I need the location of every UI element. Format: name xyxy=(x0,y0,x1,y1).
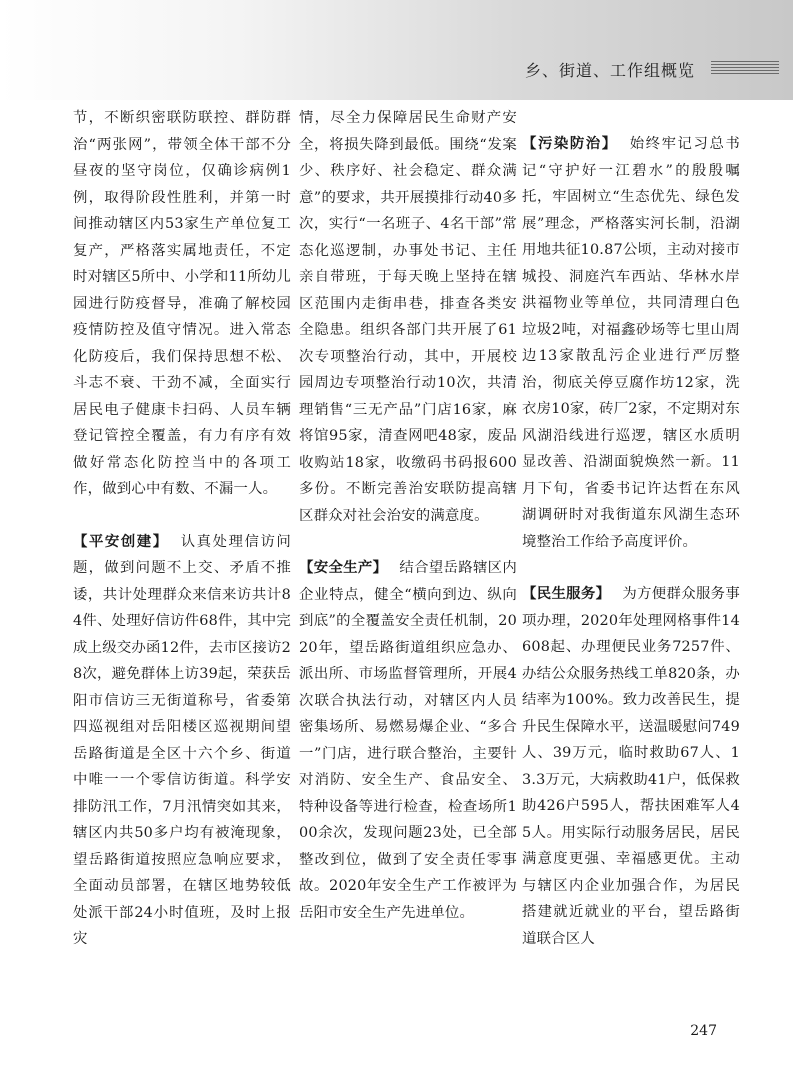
paragraph: 节，不断织密联防联控、群防群治“两张网”，带领全体干部不分昼夜的坚守岗位，仅确诊病例1例，取得阶段性胜利，并第一时间推动辖区内53家生产单位复工复产，严格落实属地责任，不定时对辖区5所中、小学和11所幼儿园进行防疫督导，准确了解校园疫情防控及值守情况。进入常态化防疫后，我们保持思想不松、斗志不衰、干劲不减，全面实行居民电子健康卡扫码、人员车辆登记管控全覆盖，有力有序有效做好常态化防控当中的各项工作，做到心中有数、不漏一人。 xyxy=(73,110,291,497)
text-column-1 xyxy=(73,105,291,953)
paragraph xyxy=(73,529,291,953)
text-column-3 xyxy=(522,131,740,952)
paragraph-text: 始终牢记习总书记“守护好一江碧水”的殷殷嘱托，牢固树立“生态优先、绿色发展”理念，严格落实河长制，沿湖用地共征10.87公顷，主动对接市城投、洞庭汽车西站、华林水岸洪福物业等单位，共同清理白色垃圾2吨，对福鑫砂场等七里山周边13家散乱污企业进行严厉整治，彻底关停豆腐作坊12家，洗衣房10家，砖厂2家，不定期对东风湖沿线进行巡逻，辖区水质明显改善、沿湖面貌焕然一新。11月下旬，省委书记许达哲在东风湖调研时对我街道东风湖生态环境整治工作给予高度评价。 xyxy=(522,136,740,550)
section-title: 乡、街道、工作组概览 xyxy=(524,61,695,80)
page-number: 247 xyxy=(690,1023,717,1039)
paragraph-text: 认真处理信访问题，做到问题不上交、矛盾不推诿，共计处理群众来信来访共计84件、处理好信访件68件，其中完成上级交办函12件，去市区接访28次，避免群体上访39起，荣获岳阳市信访三无街道称号，省委第四巡视组对岳阳楼区巡视期间望岳路街道是全区十六个乡、街道中唯一一个零信访街道。科学安排防汛工作，7月汛情突如其来，辖区内共50多户均有被淹现象，望岳路街道按照应急响应要求，全面动员部署，在辖区地势较低处派干部24小时值班，及时上报灾 xyxy=(73,533,291,947)
section-heading: 【民生服务】 xyxy=(522,586,611,602)
page-header xyxy=(0,0,793,100)
header-stripes-decoration xyxy=(711,61,779,75)
paragraph xyxy=(522,581,740,952)
section-heading: 【平安创建】 xyxy=(73,533,169,550)
header-gradient-band xyxy=(0,0,793,100)
section-heading: 【污染防治】 xyxy=(522,136,618,152)
paragraph-text: 结合望岳路辖区内企业特点，健全“横向到边、纵向到底”的全覆盖安全责任机制，2020年，望岳路街道组织应急办、派出所、市场监督管理所，开展4次联合执法行动，对辖区内人员密集场所、易燃易爆企业、“多合一”门店，进行联合整治，主要针对消防、安全生产、食品安全、特种设备等进行检查，检查场所100余次，发现问题23处，已全部整改到位，做到了安全责任零事故。2020年安全生产工作被评为岳阳市安全生产先进单位。 xyxy=(299,560,517,921)
section-heading: 【安全生产】 xyxy=(299,560,388,576)
paragraph-text: 为方便群众服务事项办理，2020年处理网格事件14608起、办理便民业务7257件、办结公众服务热线工单820条，办结率为100%。致力改善民生，提升民生保障水平，送温暖慰问749人、39万元，临时救助67人、13.3万元，大病救助41户，低保救助426户595人，帮扶困难军人45人。用实际行动服务居民，居民满意度更强、幸福感更优。主动与辖区内企业加强合作，为居民搭建就近就业的平台，望岳路街道联合区人 xyxy=(522,586,740,947)
text-column-2 xyxy=(299,105,517,926)
paragraph xyxy=(522,131,740,555)
paragraph xyxy=(299,555,517,926)
paragraph: 情，尽全力保障居民生命财产安全，将损失降到最低。围绕“发案少、秩序好、社会稳定、群众满意”的要求，共开展摸排行动40多次，实行“一名班子、4名干部”常态化巡逻制，办事处书记、主任亲自带班，于每天晚上坚持在辖区范围内走街串巷，排查各类安全隐患。组织各部门共开展了61次专项整治行动，其中，开展校园周边专项整治行动10次，共清理销售“三无产品”门店16家，麻将馆95家，清查网吧48家，废品收购站18家，收缴码书码报600多份。不断完善治安联防提高辖区群众对社会治安的满意度。 xyxy=(299,110,517,524)
